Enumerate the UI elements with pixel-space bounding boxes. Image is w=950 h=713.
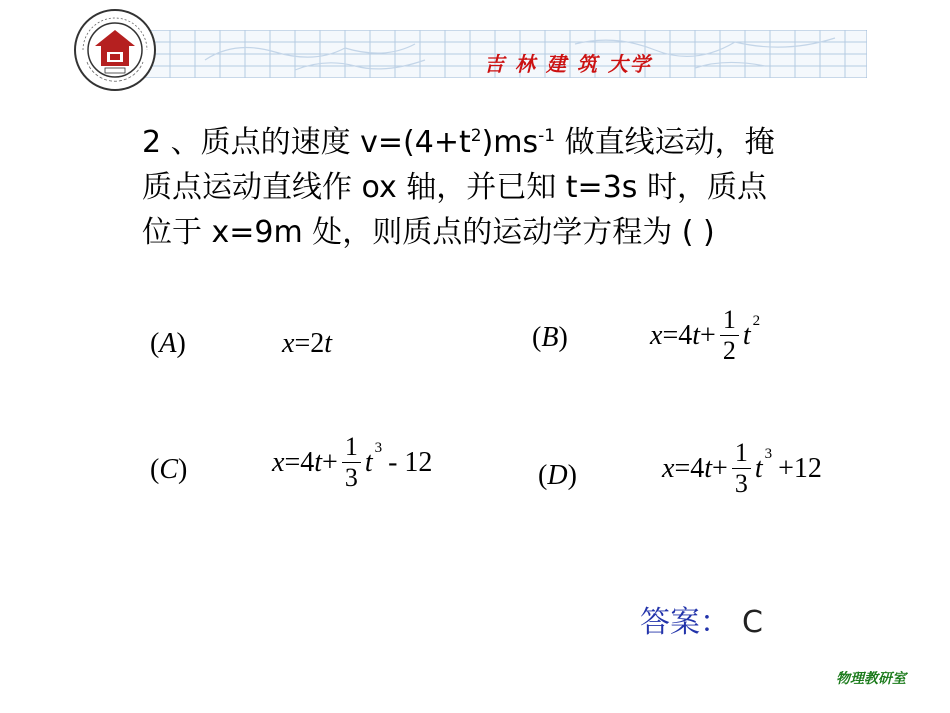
fraction-one-third: $\frac{1}{3}$ — [732, 438, 751, 499]
answer — [640, 597, 763, 641]
question-line-3: 位于 x=9m 处，则质点的运动学方程为 ( ) — [142, 215, 715, 250]
university-logo — [73, 8, 157, 92]
option-a-label: (A) — [150, 328, 186, 359]
seal-icon — [73, 8, 157, 92]
option-d-equation: x =4 t + $\frac{1}{3}$ t 3 +12 — [662, 438, 822, 498]
option-c-label: (C) — [150, 454, 188, 485]
option-d-label: (D) — [538, 460, 577, 491]
option-a-equation: x =2 t — [282, 328, 333, 359]
header-title: 吉 林 建 筑 大学 — [484, 52, 652, 76]
option-b-label: (B) — [532, 322, 568, 353]
footer-department: 物理教研室 — [836, 671, 906, 687]
answer-value: C — [742, 605, 763, 640]
option-b-equation: x =4 t + $\frac{1}{2}$ t 2 — [650, 305, 761, 365]
answer-label: 答案： — [640, 605, 730, 640]
question-line-2: 质点运动直线作 ox 轴，并已知 t=3s 时，质点 — [142, 170, 767, 205]
fraction-one-third: $\frac{1}{3}$ — [342, 432, 361, 493]
question-text — [142, 120, 882, 255]
option-c-equation: x =4 t + $\frac{1}{3}$ t 3 - 12 — [272, 432, 433, 492]
fraction-one-half: $\frac{1}{2}$ — [720, 305, 739, 366]
question-line-1: 2 、质点的速度 $v=(4+t^2)ms^{-1}$ 做直线运动，掩 — [142, 125, 775, 160]
